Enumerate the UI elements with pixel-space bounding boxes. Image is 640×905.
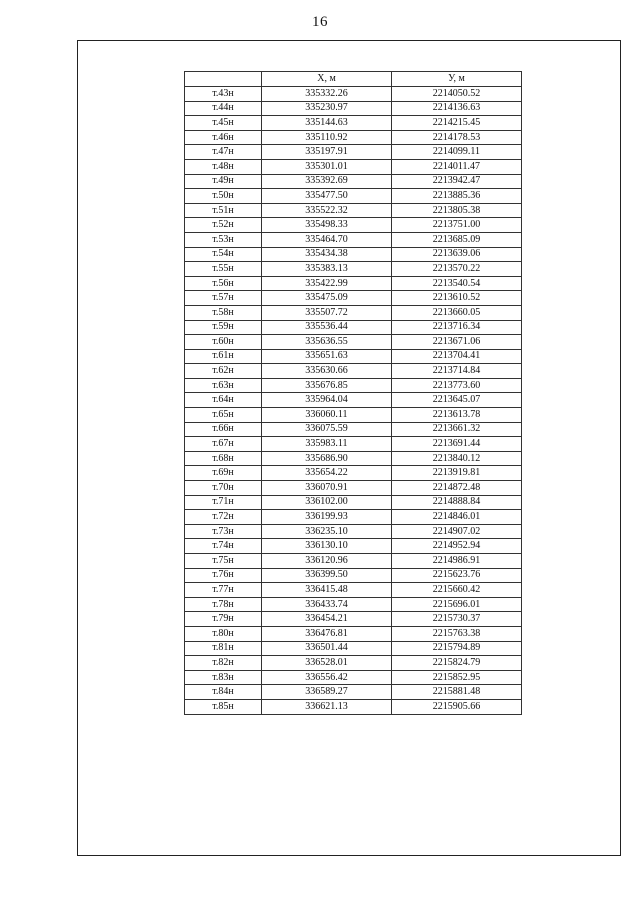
y-coordinate-cell: 2213661.32 [392,422,522,437]
table-row [185,189,522,204]
x-coordinate-cell: 335144.63 [262,116,392,131]
y-coordinate-cell: 2213660.05 [392,305,522,320]
point-name-cell: т.83н [185,670,262,685]
y-coordinate-cell: 2215696.01 [392,597,522,612]
y-coordinate-cell: 2213840.12 [392,451,522,466]
y-coordinate-cell: 2213751.00 [392,218,522,233]
table-row [185,247,522,262]
x-coordinate-cell: 335536.44 [262,320,392,335]
y-coordinate-cell: 2213645.07 [392,393,522,408]
x-coordinate-cell: 335301.01 [262,159,392,174]
y-coordinate-cell: 2213671.06 [392,335,522,350]
header-point [185,72,262,87]
point-name-cell: т.85н [185,699,262,714]
point-name-cell: т.50н [185,189,262,204]
point-name-cell: т.82н [185,656,262,671]
y-coordinate-cell: 2213704.41 [392,349,522,364]
table-row [185,145,522,160]
point-name-cell: т.73н [185,524,262,539]
y-coordinate-cell: 2214136.63 [392,101,522,116]
x-coordinate-cell: 336501.44 [262,641,392,656]
x-coordinate-cell: 336070.91 [262,481,392,496]
x-coordinate-cell: 335636.55 [262,335,392,350]
point-name-cell: т.69н [185,466,262,481]
x-coordinate-cell: 335434.38 [262,247,392,262]
y-coordinate-cell: 2215905.66 [392,699,522,714]
x-coordinate-cell: 335332.26 [262,87,392,102]
table-row [185,685,522,700]
x-coordinate-cell: 336433.74 [262,597,392,612]
x-coordinate-cell: 335422.99 [262,276,392,291]
y-coordinate-cell: 2214011.47 [392,159,522,174]
table-row [185,378,522,393]
y-coordinate-cell: 2213773.60 [392,378,522,393]
y-coordinate-cell: 2215881.48 [392,685,522,700]
y-coordinate-cell: 2213919.81 [392,466,522,481]
x-coordinate-cell: 336199.93 [262,510,392,525]
point-name-cell: т.80н [185,626,262,641]
x-coordinate-cell: 335676.85 [262,378,392,393]
table-row [185,656,522,671]
point-name-cell: т.66н [185,422,262,437]
point-name-cell: т.62н [185,364,262,379]
point-name-cell: т.44н [185,101,262,116]
x-coordinate-cell: 335651.63 [262,349,392,364]
table-row [185,641,522,656]
point-name-cell: т.52н [185,218,262,233]
table-row [185,320,522,335]
table-row [185,481,522,496]
table-row [185,291,522,306]
y-coordinate-cell: 2214099.11 [392,145,522,160]
x-coordinate-cell: 335383.13 [262,262,392,277]
point-name-cell: т.54н [185,247,262,262]
x-coordinate-cell: 335498.33 [262,218,392,233]
table-row [185,699,522,714]
table-row [185,87,522,102]
y-coordinate-cell: 2214888.84 [392,495,522,510]
point-name-cell: т.74н [185,539,262,554]
y-coordinate-cell: 2213639.06 [392,247,522,262]
x-coordinate-cell: 335507.72 [262,305,392,320]
table-row [185,159,522,174]
point-name-cell: т.65н [185,408,262,423]
point-name-cell: т.64н [185,393,262,408]
x-coordinate-cell: 335392.69 [262,174,392,189]
y-coordinate-cell: 2214050.52 [392,87,522,102]
y-coordinate-cell: 2215623.76 [392,568,522,583]
table-row [185,568,522,583]
table-row [185,510,522,525]
y-coordinate-cell: 2215660.42 [392,583,522,598]
table-row [185,349,522,364]
x-coordinate-cell: 336399.50 [262,568,392,583]
y-coordinate-cell: 2215794.89 [392,641,522,656]
point-name-cell: т.77н [185,583,262,598]
table-row [185,670,522,685]
x-coordinate-cell: 335475.09 [262,291,392,306]
y-coordinate-cell: 2214846.01 [392,510,522,525]
point-name-cell: т.63н [185,378,262,393]
y-coordinate-cell: 2214952.94 [392,539,522,554]
x-coordinate-cell: 336102.00 [262,495,392,510]
point-name-cell: т.71н [185,495,262,510]
point-name-cell: т.53н [185,232,262,247]
y-coordinate-cell: 2213714.84 [392,364,522,379]
x-coordinate-cell: 335197.91 [262,145,392,160]
x-coordinate-cell: 336120.96 [262,554,392,569]
point-name-cell: т.51н [185,203,262,218]
y-coordinate-cell: 2213942.47 [392,174,522,189]
table-row [185,626,522,641]
y-coordinate-cell: 2214178.53 [392,130,522,145]
point-name-cell: т.70н [185,481,262,496]
point-name-cell: т.75н [185,554,262,569]
table-row [185,597,522,612]
table-row [185,232,522,247]
x-coordinate-cell: 335522.32 [262,203,392,218]
table-row [185,495,522,510]
table-row [185,218,522,233]
table-row [185,335,522,350]
header-y: У, м [392,72,522,87]
y-coordinate-cell: 2214907.02 [392,524,522,539]
x-coordinate-cell: 336130.10 [262,539,392,554]
table-row [185,583,522,598]
x-coordinate-cell: 336454.21 [262,612,392,627]
x-coordinate-cell: 335110.92 [262,130,392,145]
y-coordinate-cell: 2213610.52 [392,291,522,306]
point-name-cell: т.47н [185,145,262,160]
point-name-cell: т.55н [185,262,262,277]
point-name-cell: т.79н [185,612,262,627]
table-row [185,393,522,408]
table-row [185,305,522,320]
x-coordinate-cell: 335983.11 [262,437,392,452]
y-coordinate-cell: 2213685.09 [392,232,522,247]
table-row [185,539,522,554]
x-coordinate-cell: 336476.81 [262,626,392,641]
x-coordinate-cell: 336556.42 [262,670,392,685]
page-number: 16 [312,14,328,30]
table-row [185,130,522,145]
point-name-cell: т.68н [185,451,262,466]
table-row [185,174,522,189]
x-coordinate-cell: 336589.27 [262,685,392,700]
point-name-cell: т.72н [185,510,262,525]
header-x: Х, м [262,72,392,87]
point-name-cell: т.67н [185,437,262,452]
x-coordinate-cell: 335654.22 [262,466,392,481]
x-coordinate-cell: 335477.50 [262,189,392,204]
point-name-cell: т.45н [185,116,262,131]
table-row [185,101,522,116]
table-row [185,524,522,539]
y-coordinate-cell: 2215852.95 [392,670,522,685]
y-coordinate-cell: 2213613.78 [392,408,522,423]
y-coordinate-cell: 2214215.45 [392,116,522,131]
point-name-cell: т.49н [185,174,262,189]
point-name-cell: т.78н [185,597,262,612]
table-row [185,612,522,627]
table-row [185,437,522,452]
table-row [185,203,522,218]
y-coordinate-cell: 2213716.34 [392,320,522,335]
point-name-cell: т.81н [185,641,262,656]
y-coordinate-cell: 2215730.37 [392,612,522,627]
point-name-cell: т.58н [185,305,262,320]
x-coordinate-cell: 336060.11 [262,408,392,423]
table-row [185,554,522,569]
table-row [185,451,522,466]
table-row [185,408,522,423]
y-coordinate-cell: 2214986.91 [392,554,522,569]
coordinates-table [184,71,522,715]
point-name-cell: т.57н [185,291,262,306]
x-coordinate-cell: 336235.10 [262,524,392,539]
y-coordinate-cell: 2215763.38 [392,626,522,641]
y-coordinate-cell: 2213540.54 [392,276,522,291]
table-header-row [185,72,522,87]
point-name-cell: т.43н [185,87,262,102]
y-coordinate-cell: 2213570.22 [392,262,522,277]
table-row [185,466,522,481]
point-name-cell: т.56н [185,276,262,291]
y-coordinate-cell: 2214872.48 [392,481,522,496]
point-name-cell: т.48н [185,159,262,174]
y-coordinate-cell: 2215824.79 [392,656,522,671]
point-name-cell: т.60н [185,335,262,350]
y-coordinate-cell: 2213885.36 [392,189,522,204]
x-coordinate-cell: 336415.48 [262,583,392,598]
x-coordinate-cell: 335230.97 [262,101,392,116]
table-row [185,116,522,131]
table-body [185,87,522,715]
point-name-cell: т.61н [185,349,262,364]
table-row [185,262,522,277]
x-coordinate-cell: 335630.66 [262,364,392,379]
x-coordinate-cell: 335464.70 [262,232,392,247]
point-name-cell: т.46н [185,130,262,145]
table-row [185,276,522,291]
x-coordinate-cell: 336528.01 [262,656,392,671]
table-row [185,364,522,379]
x-coordinate-cell: 336075.59 [262,422,392,437]
y-coordinate-cell: 2213805.38 [392,203,522,218]
table-row [185,422,522,437]
point-name-cell: т.59н [185,320,262,335]
x-coordinate-cell: 336621.13 [262,699,392,714]
x-coordinate-cell: 335964.04 [262,393,392,408]
x-coordinate-cell: 335686.90 [262,451,392,466]
y-coordinate-cell: 2213691.44 [392,437,522,452]
point-name-cell: т.76н [185,568,262,583]
point-name-cell: т.84н [185,685,262,700]
